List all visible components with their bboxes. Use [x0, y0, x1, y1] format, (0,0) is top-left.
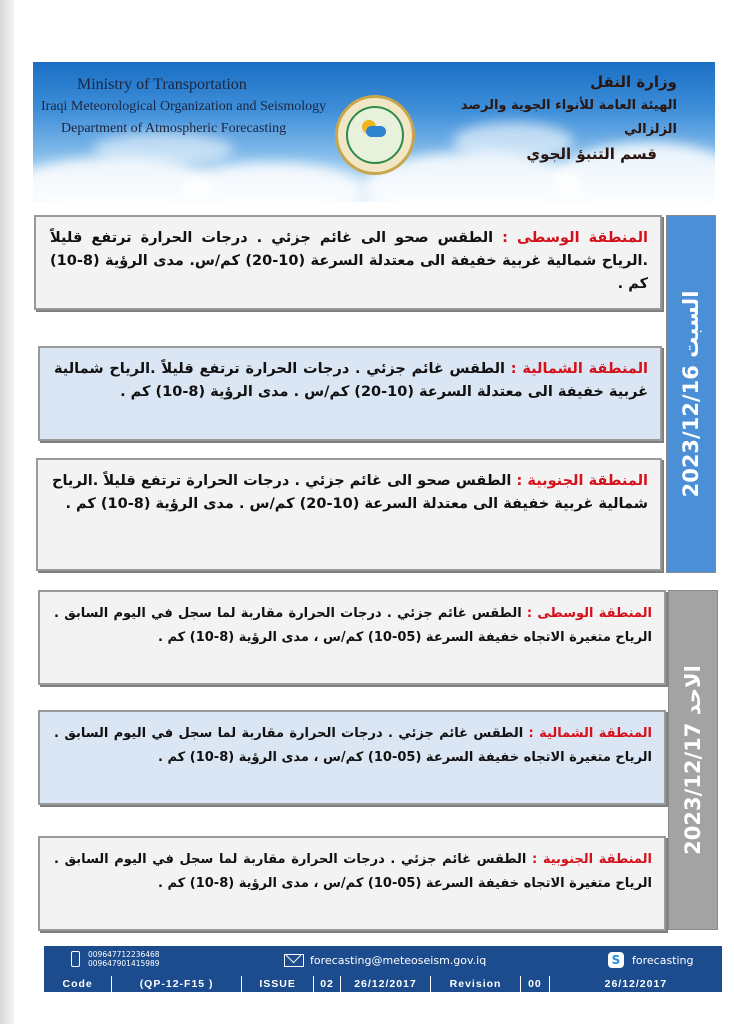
- day-tab-sunday: [668, 590, 718, 930]
- footer: [44, 946, 722, 992]
- phone-number-1: 009647712236468: [88, 950, 160, 959]
- forecast-text: الطقس صحو الى غائم جزئي . درجات الحرارة ترتفع قليلاً .الرياح شمالية غربية خفيفة الى معتدلة السرعة (10-20) كم/س . مدى الرؤية (8-10) كم .: [52, 473, 648, 512]
- region-name: المنطقة الجنوبية :: [516, 473, 648, 489]
- forecast-box-central-day2: [38, 590, 666, 685]
- organization-logo: [335, 95, 415, 175]
- ministry-name-en: Ministry of Transportation: [77, 76, 247, 93]
- forecast-box-central-day1: [34, 215, 662, 310]
- department-name-ar: قسم التنبؤ الجوي: [526, 145, 657, 163]
- phone-number-2: 009647901415989: [88, 959, 160, 968]
- forecast-box-north-day2: [38, 710, 666, 805]
- region-name: المنطقة الجنوبية :: [532, 852, 652, 867]
- forecast-text: الطقس غائم جزئي . درجات الحرارة مقاربة لما سجل في اليوم السابق . الرياح متغيرة الاتجاه خفيفة السرعة (05-10) كم/س ، مدى الرؤية (8-10) كم .: [54, 606, 652, 645]
- page-edge: [0, 0, 14, 1024]
- revision-date: 26/12/2017: [604, 978, 668, 990]
- forecast-box-south-day2: [38, 836, 666, 931]
- revision-value: 00: [521, 976, 550, 992]
- department-name-en: Department of Atmospheric Forecasting: [61, 121, 287, 136]
- forecast-text: الطقس غائم جزئي . درجات الحرارة ترتفع قليلاً .الرياح شمالية غربية خفيفة الى معتدلة السرعة (10-20) كم/س . مدى الرؤية (8-10) كم .: [54, 361, 648, 400]
- region-name: المنطقة الوسطى :: [526, 606, 652, 621]
- organization-name-ar: الهيئة العامة للأنواء الجوية والرصد الزلزالي: [460, 98, 677, 137]
- region-name: المنطقة الشمالية :: [528, 726, 652, 741]
- skype-handle[interactable]: forecasting: [632, 954, 694, 967]
- code-label: Code: [44, 976, 112, 992]
- forecast-box-north-day1: [38, 346, 662, 441]
- header-banner: [33, 62, 715, 202]
- day-label-saturday: السبت 2023/12/16: [679, 290, 703, 498]
- issue-date: 26/12/2017: [341, 976, 431, 992]
- region-name: المنطقة الشمالية :: [510, 361, 648, 377]
- phone-numbers: [88, 950, 160, 968]
- email-address[interactable]: forecasting@meteoseism.gov.iq: [310, 954, 487, 967]
- day-tab-saturday: [666, 215, 716, 573]
- day-label-sunday: الاحد 2023/12/17: [681, 665, 705, 855]
- cloud-icon: [366, 126, 386, 137]
- forecast-text: الطقس صحو الى غائم جزئي . درجات الحرارة ترتفع قليلاً .الرياح شمالية غربية خفيفة الى معتدلة السرعة (10-20) كم/س. مدى الرؤية (8-10) كم .: [50, 230, 648, 292]
- organization-name-en: Iraqi Meteorological Organization and Seismology: [41, 99, 327, 114]
- phone-icon: [71, 951, 80, 967]
- header-english-text: [41, 74, 341, 140]
- header-arabic-text: [417, 70, 677, 166]
- issue-label: ISSUE: [242, 976, 314, 992]
- forecast-text: الطقس غائم جزئي . درجات الحرارة مقاربة لما سجل في اليوم السابق . الرياح متغيرة الاتجاه خفيفة السرعة (05-10) كم/س ، مدى الرؤية (8-10) كم .: [54, 852, 652, 891]
- forecast-text: الطقس غائم جزئي . درجات الحرارة مقاربة لما سجل في اليوم السابق . الرياح متغيرة الاتجاه خفيفة السرعة (05-10) كم/س ، مدى الرؤية (8-10) كم .: [54, 726, 652, 765]
- skype-icon: S: [608, 952, 624, 968]
- footer-contacts: [44, 946, 722, 974]
- ministry-name-ar: وزارة النقل: [590, 73, 677, 91]
- email-icon: [284, 954, 304, 967]
- code-value: (QP-12-F15 ): [112, 976, 242, 992]
- region-name: المنطقة الوسطى :: [502, 230, 648, 246]
- document-control-row: [44, 976, 722, 992]
- revision-label: Revision: [431, 976, 521, 992]
- issue-value: 02: [314, 976, 341, 992]
- forecast-box-south-day1: [36, 458, 662, 571]
